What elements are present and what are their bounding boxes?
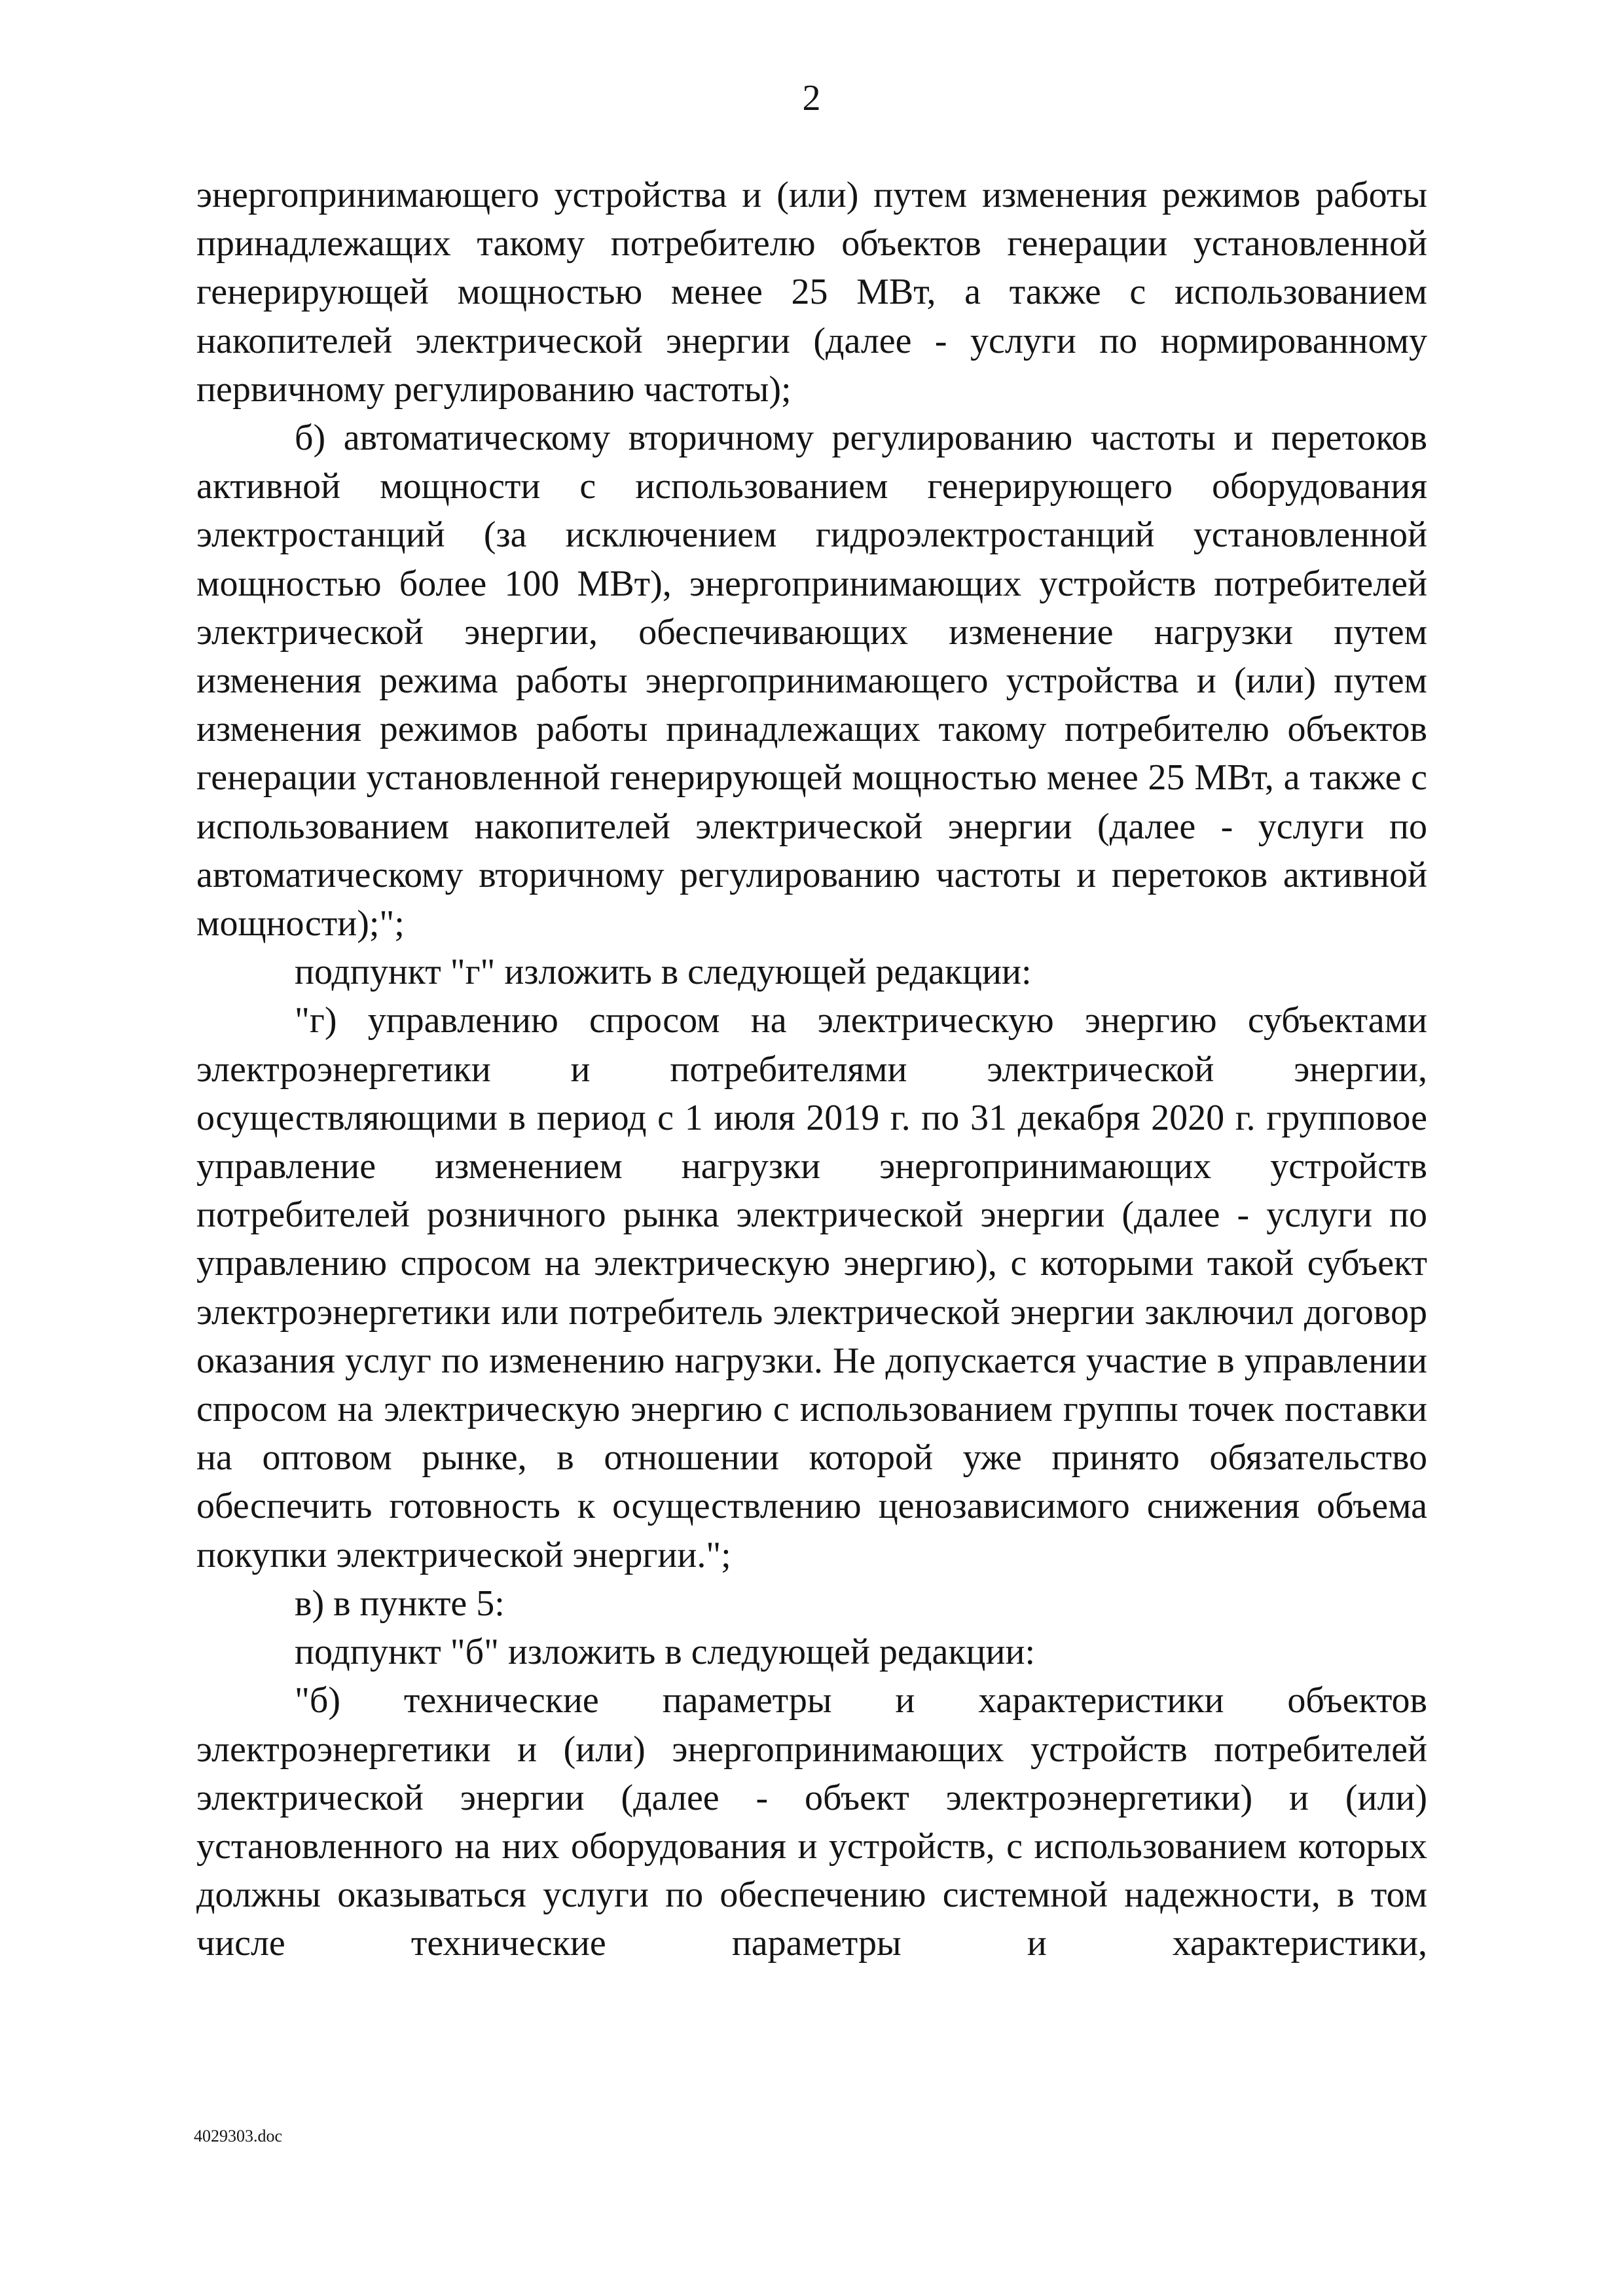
paragraph-subitem-b-instruction: подпункт "б" изложить в следующей редакции: [295,1632,1036,1673]
paragraph-v-point-5: в) в пункте 5: [295,1583,505,1624]
document-body [196,171,1427,1968]
paragraph-subitem-g-instruction: подпункт "г" изложить в следующей редакции: [295,952,1032,993]
document-filename: 4029303.doc [194,2126,283,2145]
paragraph-continuation: энергопринимающего устройства и (или) путем изменения режимов работы принадлежащих такому потребителю объектов генерации установленной генерирующей мощностью менее 25 МВт, а также с использованием накопителей электрической энергии (далее - услуги по нормированному первичному регулированию частоты); [196,175,1427,410]
paragraph-g-demand-management: "г) управлению спросом на электрическую энергию субъектами электроэнергетики и потребителями электрической энергии, осуществляющими в период с 1 июля 2019 г. по 31 декабря 2020 г. групповое управление изменением нагрузки энергопринимающих устройств потребителей розничного рынка электрической энергии (далее - услуги по управлению спросом на электрическую энергию), с которыми такой субъект электроэнергетики или потребитель электрической энергии заключил договор оказания услуг по изменению нагрузки. Не допускается участие в управлении спросом на электрическую энергию с использованием группы точек поставки на оптовом рынке, в отношении которой уже принято обязательство обеспечить готовность к осуществлению ценозависимого снижения объема покупки электрической энергии."; [196,1000,1427,1575]
paragraph-b-technical-parameters: "б) технические параметры и характеристики объектов электроэнергетики и (или) энергопринимающих устройств потребителей электрической энергии (далее - объект электроэнергетики) и (или) установленного на них оборудования и устройств, с использованием которых должны оказываться услуги по обеспечению системной надежности, в том числе технические параметры и характеристики, [196,1680,1427,1964]
paragraph-b-secondary-regulation: б) автоматическому вторичному регулированию частоты и перетоков активной мощности с использованием генерирующего оборудования электростанций (за исключением гидроэлектростанций установленной мощностью более 100 МВт), энергопринимающих устройств потребителей электрической энергии, обеспечивающих изменение нагрузки путем изменения режима работы энергопринимающего устройства и (или) путем изменения режимов работы принадлежащих такому потребителю объектов генерации установленной генерирующей мощностью менее 25 МВт, а также с использованием накопителей электрической энергии (далее - услуги по автоматическому вторичному регулированию частоты и перетоков активной мощности);"; [196,418,1427,944]
page-number: 2 [802,78,821,118]
